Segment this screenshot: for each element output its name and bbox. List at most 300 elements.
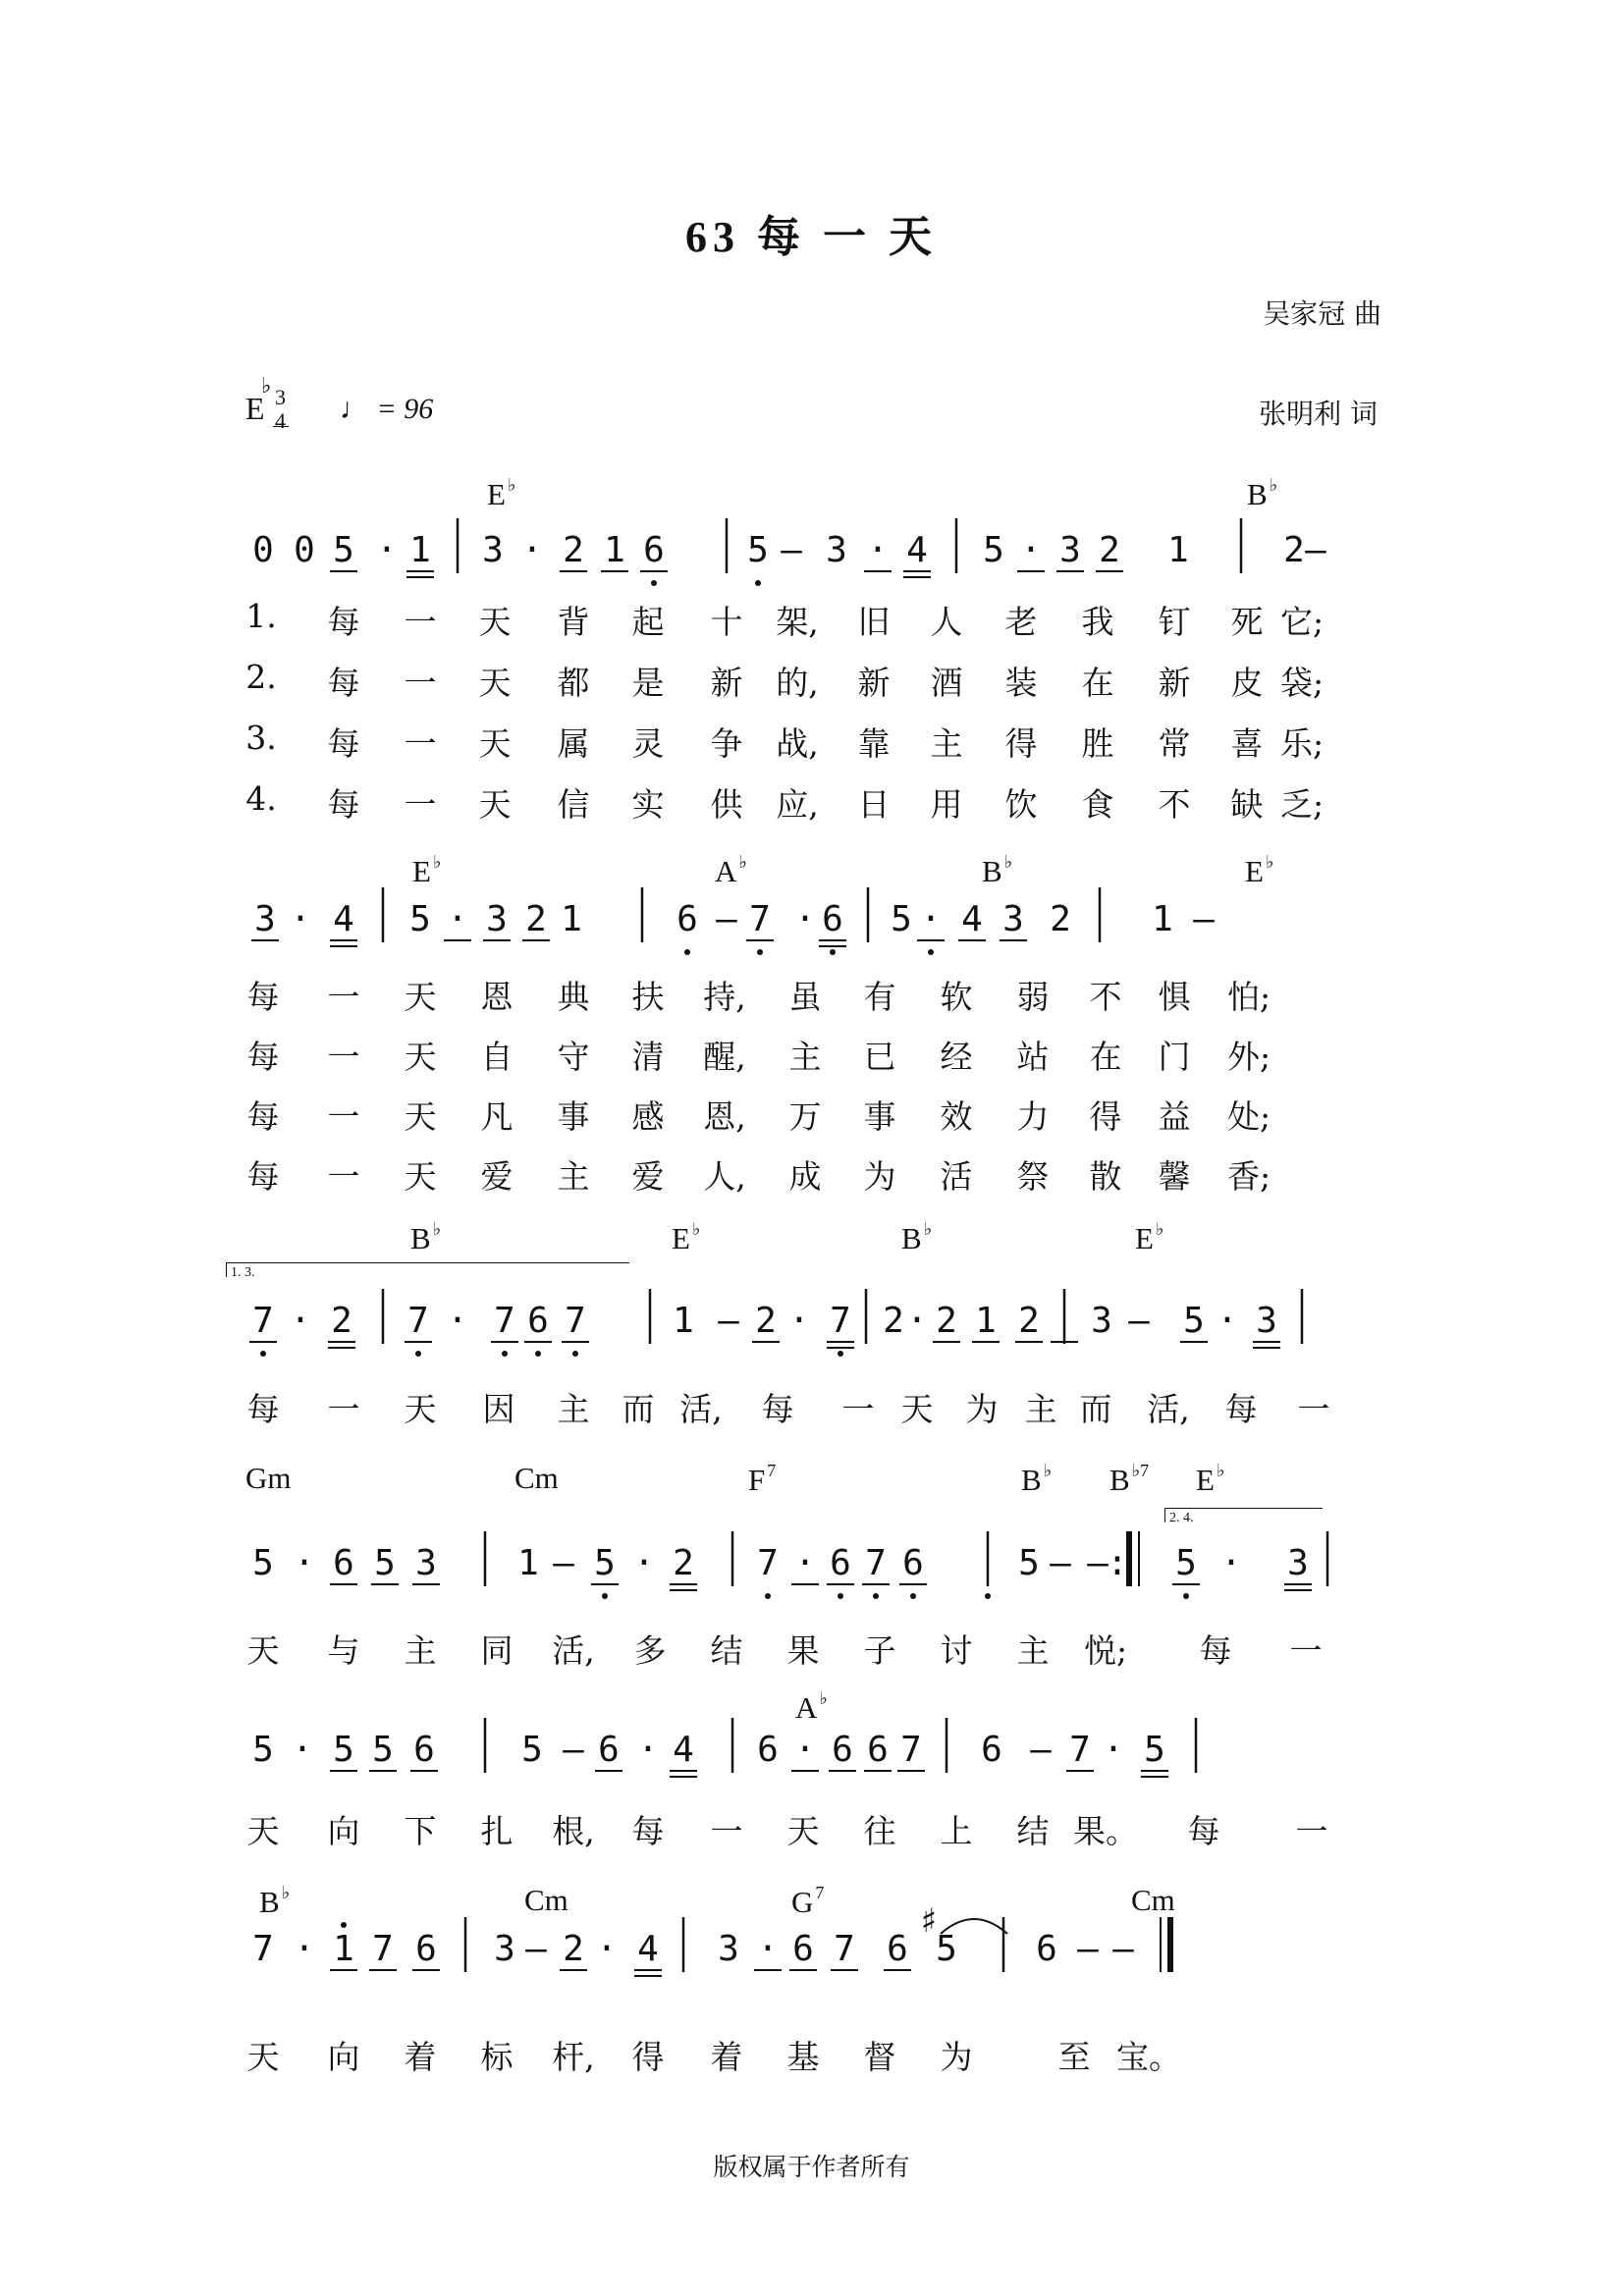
lyric-syllable: 新 — [857, 664, 891, 702]
note: 3 — [826, 530, 847, 570]
lyric-syllable: 皮 — [1230, 664, 1264, 702]
lyric-syllable: 死 — [1230, 603, 1264, 641]
octave-dot-low — [260, 1351, 266, 1357]
note: 5 — [594, 1543, 616, 1583]
lyric-syllable: 讨 — [940, 1631, 973, 1670]
dash-duration: – — [1112, 1929, 1134, 1969]
chord-symbol: E ♭ — [412, 852, 442, 888]
tempo-marking: ♩ = 96 — [340, 393, 434, 425]
lyric-syllable: 旧 — [857, 603, 891, 641]
lyric-syllable: 一 — [1297, 1390, 1330, 1428]
lyric-syllable: 至 — [1057, 2038, 1091, 2076]
lyric-syllable: 而 — [1079, 1390, 1112, 1428]
note: 5 — [252, 1543, 274, 1583]
lyric-syllable: 而 — [622, 1390, 655, 1428]
note: 7 — [565, 1301, 586, 1341]
lyric-syllable: 活, — [679, 1390, 723, 1428]
lyric-syllable: 每 — [1187, 1812, 1220, 1850]
lyric-syllable: 因 — [482, 1390, 515, 1428]
lyric-line — [0, 1384, 1623, 1428]
lyric-syllable: 袋; — [1279, 664, 1325, 702]
lyric-syllable: 香; — [1226, 1157, 1271, 1196]
lyric-syllable: 天 — [478, 664, 512, 702]
lyric-syllable: 一 — [327, 978, 360, 1016]
octave-dot-low — [572, 1351, 578, 1357]
lyric-syllable: 怕; — [1226, 978, 1271, 1016]
dash-duration: – — [1030, 1730, 1052, 1770]
lyric-syllable: 在 — [1089, 1038, 1122, 1076]
key-letter: E — [245, 391, 265, 426]
lyric-syllable: 装 — [1004, 664, 1038, 702]
chord-symbol: E ♭ — [1196, 1461, 1225, 1497]
note: 7 — [372, 1929, 394, 1969]
lyric-syllable: 扶 — [631, 978, 665, 1016]
lyric-syllable: 人, — [703, 1157, 746, 1196]
lyric-syllable: 基 — [786, 2038, 820, 2076]
lyric-syllable: 每 — [761, 1390, 794, 1428]
octave-dot-low — [1183, 1593, 1189, 1599]
lyric-syllable: 事 — [863, 1097, 896, 1136]
note: 6 — [598, 1730, 620, 1770]
octave-dot-low — [651, 580, 657, 586]
dot-duration: · — [794, 899, 816, 939]
chord-symbol: Cm — [514, 1461, 559, 1495]
lyric-syllable: 弱 — [1016, 978, 1050, 1016]
lyric-syllable: 活, — [552, 1631, 595, 1670]
lyric-syllable: 天 — [404, 1038, 437, 1076]
lyric-syllable: 恩, — [703, 1097, 746, 1136]
lyric-syllable: 着 — [404, 2038, 437, 2076]
note: 5 — [936, 1929, 957, 1969]
lyric-syllable: 老 — [1004, 603, 1038, 641]
lyric-syllable: 常 — [1158, 724, 1191, 763]
note: 2 — [1283, 530, 1305, 570]
octave-dot-low — [765, 1593, 771, 1599]
note: 5 — [747, 530, 769, 570]
lyric-syllable: 一 — [1295, 1812, 1328, 1850]
lyric-syllable: 外; — [1226, 1038, 1271, 1076]
note: 3 — [415, 1543, 437, 1583]
meter-divider — [273, 426, 289, 427]
note: 6 — [643, 530, 665, 570]
lyric-syllable: 下 — [404, 1812, 437, 1850]
octave-dot-low — [985, 1593, 991, 1599]
lyric-syllable: 一 — [327, 1157, 360, 1196]
song-title: 63 每 一 天 — [685, 213, 938, 261]
note: 2 — [755, 1301, 777, 1341]
chord-symbol: Gm — [245, 1461, 292, 1495]
chord-symbol: B ♭ — [1247, 475, 1278, 511]
chord-symbol: G $^7$ — [791, 1883, 825, 1919]
note: 7 — [830, 1301, 851, 1341]
note: 4 — [333, 899, 354, 939]
lyric-syllable: 一 — [327, 1038, 360, 1076]
note: 1 — [333, 1929, 354, 1969]
lyric-syllable: 架, — [776, 603, 819, 641]
lyric-syllable: 每 — [246, 978, 280, 1016]
note: 5 — [983, 530, 1004, 570]
note: 3 — [1002, 899, 1024, 939]
dot-duration: · — [794, 1543, 816, 1583]
dot-duration: · — [596, 1929, 618, 1969]
note: 6 — [333, 1543, 354, 1583]
note: 0 — [252, 530, 274, 570]
note: 2 — [883, 1301, 904, 1341]
sharp-accidental: ♯ — [918, 1901, 940, 1942]
lyric-syllable: 的, — [776, 664, 819, 702]
lyric-syllable: 子 — [863, 1631, 896, 1670]
lyric-syllable: 扎 — [480, 1812, 514, 1850]
note: 1 — [561, 899, 582, 939]
dot-duration: · — [447, 899, 468, 939]
octave-dot-high — [341, 1922, 347, 1928]
lyric-syllable: 应, — [776, 785, 819, 824]
lyric-syllable: 一 — [1289, 1631, 1323, 1670]
lyric-syllable: 站 — [1016, 1038, 1050, 1076]
lyric-syllable: 主 — [1024, 1390, 1057, 1428]
dot-duration: · — [633, 1543, 655, 1583]
note: 5 — [252, 1730, 274, 1770]
lyric-syllable: 是 — [631, 664, 665, 702]
chord-symbol: Cm — [1131, 1883, 1175, 1917]
lyric-syllable: 力 — [1016, 1097, 1050, 1136]
lyric-syllable: 悦; — [1083, 1631, 1128, 1670]
lyric-syllable: 一 — [327, 1390, 360, 1428]
dash-duration: – — [716, 899, 737, 939]
lyric-syllable: 杆, — [552, 2038, 595, 2076]
octave-dot-low — [873, 1593, 879, 1599]
lyric-line — [0, 719, 1623, 763]
note: 7 — [1069, 1730, 1091, 1770]
chord-symbol: B ♭ — [1021, 1461, 1053, 1497]
lyric-syllable: 每 — [246, 1390, 280, 1428]
lyric-syllable: 得 — [1004, 724, 1038, 763]
note: 2 — [673, 1543, 694, 1583]
note: 1 — [409, 530, 431, 570]
lyric-syllable: 不 — [1158, 785, 1191, 824]
lyric-syllable: 十 — [710, 603, 743, 641]
note: 4 — [906, 530, 928, 570]
lyric-syllable: 处; — [1226, 1097, 1271, 1136]
lyric-syllable: 乐; — [1279, 724, 1325, 763]
lyric-syllable: 我 — [1081, 603, 1114, 641]
lyric-syllable: 日 — [857, 785, 891, 824]
lyric-syllable: 主 — [557, 1157, 590, 1196]
note: 6 — [757, 1730, 779, 1770]
dot-duration: · — [290, 1301, 311, 1341]
lyric-line — [0, 779, 1623, 824]
dash-duration: – — [781, 530, 802, 570]
lyric-syllable: 主 — [788, 1038, 822, 1076]
first-ending-label: 1. 3. — [231, 1265, 255, 1280]
lyric-syllable: 在 — [1081, 664, 1114, 702]
lyric-syllable: 每 — [1224, 1390, 1258, 1428]
lyric-syllable: 天 — [404, 978, 437, 1016]
lyric-syllable: 天 — [786, 1812, 820, 1850]
lyric-line — [0, 1806, 1623, 1850]
dot-duration: · — [294, 1543, 315, 1583]
note: 1 — [1152, 899, 1173, 939]
note: 5 — [1144, 1730, 1165, 1770]
lyric-syllable: 持, — [703, 978, 746, 1016]
octave-dot-low — [415, 1351, 421, 1357]
note: 5 — [1175, 1543, 1197, 1583]
note: 2 — [525, 899, 547, 939]
dot-duration: · — [867, 530, 889, 570]
lyric-syllable: 典 — [557, 978, 590, 1016]
chord-symbol: E ♭ — [672, 1219, 701, 1255]
note: 5 — [1018, 1543, 1040, 1583]
lyric-syllable: 效 — [940, 1097, 973, 1136]
lyric-syllable: 着 — [710, 2038, 743, 2076]
note: 5 — [891, 899, 912, 939]
lyricist-credit: 张明利 词 — [1259, 398, 1378, 430]
octave-dot-low — [830, 949, 836, 955]
note: 5 — [333, 530, 354, 570]
lyric-syllable: 经 — [940, 1038, 973, 1076]
lyric-syllable: 虽 — [788, 978, 822, 1016]
lyric-syllable: 天 — [246, 2038, 280, 2076]
lyric-syllable: 万 — [788, 1097, 822, 1136]
lyric-syllable: 同 — [480, 1631, 514, 1670]
chord-symbol: Cm — [524, 1883, 568, 1917]
lyric-syllable: 它; — [1279, 603, 1325, 641]
lyric-syllable: 供 — [710, 785, 743, 824]
lyric-syllable: 结 — [1016, 1812, 1050, 1850]
lyric-syllable: 一 — [404, 603, 437, 641]
chord-symbol: A ♭ — [715, 852, 747, 888]
dash-duration: – — [553, 1543, 574, 1583]
dot-duration: · — [1020, 530, 1042, 570]
lyric-syllable: 天 — [246, 1631, 280, 1670]
lyric-syllable: 争 — [710, 724, 743, 763]
lyric-syllable: 往 — [863, 1812, 896, 1850]
lyric-syllable: 4. — [245, 779, 277, 818]
time-signature-top: 3 — [275, 385, 286, 409]
lyric-line — [0, 972, 1623, 1016]
lyric-syllable: 一 — [710, 1812, 743, 1850]
lyric-syllable: 门 — [1158, 1038, 1191, 1076]
octave-dot-low — [838, 1351, 843, 1357]
lyric-syllable: 新 — [710, 664, 743, 702]
lyric-syllable: 灵 — [631, 724, 665, 763]
note: 7 — [757, 1543, 779, 1583]
note: 4 — [673, 1730, 694, 1770]
lyric-syllable: 每 — [246, 1038, 280, 1076]
note: 6 — [887, 1929, 908, 1969]
chord-symbol: B ♭ — [901, 1219, 933, 1255]
lyric-syllable: 酒 — [930, 664, 963, 702]
lyric-line — [0, 1032, 1623, 1076]
lyric-syllable: 天 — [404, 1097, 437, 1136]
note: 4 — [961, 899, 983, 939]
octave-dot-low — [838, 1593, 843, 1599]
chord-symbol: E ♭ — [1135, 1219, 1164, 1255]
octave-dot-low — [535, 1351, 541, 1357]
lyric-syllable: 战, — [776, 724, 819, 763]
dot-duration: · — [1217, 1301, 1238, 1341]
lyric-syllable: 主 — [404, 1631, 437, 1670]
note: 7 — [900, 1730, 922, 1770]
chord-symbol: F $^7$ — [748, 1461, 777, 1497]
lyric-syllable: 新 — [1158, 664, 1191, 702]
note: 2 — [331, 1301, 352, 1341]
lyric-syllable: 督 — [863, 2038, 896, 2076]
lyric-syllable: 2. — [245, 658, 277, 696]
note: 3 — [486, 899, 508, 939]
lyric-syllable: 信 — [557, 785, 590, 824]
lyric-syllable: 靠 — [857, 724, 891, 763]
lyric-syllable: 已 — [863, 1038, 896, 1076]
note: 2 — [936, 1301, 957, 1341]
lyric-syllable: 一 — [404, 664, 437, 702]
lyric-syllable: 事 — [557, 1097, 590, 1136]
lyric-syllable: 背 — [557, 603, 590, 641]
note: 6 — [981, 1730, 1002, 1770]
lyric-syllable: 标 — [480, 2038, 514, 2076]
dot-duration: · — [521, 530, 543, 570]
lyric-syllable: 果 — [786, 1631, 820, 1670]
dash-duration: – — [1050, 1543, 1071, 1583]
chord-symbol: B ♭ — [410, 1219, 442, 1255]
lyric-syllable: 根, — [552, 1812, 595, 1850]
lyric-syllable: 每 — [631, 1812, 665, 1850]
note: 6 — [1036, 1929, 1057, 1969]
note: 5 — [409, 899, 431, 939]
dash-duration: – — [525, 1929, 547, 1969]
lyric-syllable: 活 — [940, 1157, 973, 1196]
key-accidental: ♭ — [261, 373, 272, 398]
dot-duration: · — [920, 899, 942, 939]
lyric-syllable: 果。 — [1073, 1812, 1138, 1850]
note: 3 — [1091, 1301, 1112, 1341]
lyric-syllable: 宝。 — [1116, 2038, 1181, 2076]
lyric-syllable: 爱 — [480, 1157, 514, 1196]
note: 5 — [372, 1730, 394, 1770]
lyric-syllable: 软 — [940, 978, 973, 1016]
note: 0 — [294, 530, 315, 570]
dot-duration: · — [757, 1929, 779, 1969]
lyric-syllable: 祭 — [1016, 1157, 1050, 1196]
lyric-syllable: 天 — [478, 724, 512, 763]
dash-duration: – — [1087, 1543, 1109, 1583]
octave-dot-low — [502, 1351, 508, 1357]
dot-duration: · — [292, 1730, 313, 1770]
note: 3 — [1287, 1543, 1309, 1583]
lyric-syllable: 喜 — [1230, 724, 1264, 763]
note: 1 — [517, 1543, 539, 1583]
lyric-syllable: 多 — [633, 1631, 667, 1670]
note: 2 — [1050, 899, 1071, 939]
note: 3 — [718, 1929, 739, 1969]
note: 6 — [415, 1929, 437, 1969]
octave-dot-low — [757, 949, 763, 955]
lyric-syllable: 一 — [327, 1097, 360, 1136]
octave-dot-low — [684, 949, 690, 955]
dash-duration: – — [1077, 1929, 1099, 1969]
note: 7 — [252, 1929, 274, 1969]
lyric-syllable: 人 — [930, 603, 963, 641]
lyric-syllable: 结 — [710, 1631, 743, 1670]
note: 5 — [1183, 1301, 1205, 1341]
lyric-line — [0, 1092, 1623, 1136]
note: 5 — [374, 1543, 396, 1583]
note: 6 — [676, 899, 698, 939]
lyric-syllable: 食 — [1081, 785, 1114, 824]
chord-symbol: E ♭ — [1245, 852, 1274, 888]
octave-dot-low — [928, 949, 934, 955]
note: 7 — [834, 1929, 855, 1969]
note: 7 — [407, 1301, 429, 1341]
tie-arc — [941, 1919, 1007, 1934]
note: 5 — [333, 1730, 354, 1770]
note: 7 — [865, 1543, 887, 1583]
lyric-syllable: 醒, — [703, 1038, 746, 1076]
lyric-syllable: 益 — [1158, 1097, 1191, 1136]
note: 1 — [604, 530, 625, 570]
time-signature-bottom: 4 — [275, 408, 286, 433]
lyric-syllable: 饮 — [1004, 785, 1038, 824]
note: 2 — [1099, 530, 1120, 570]
lyric-syllable: 成 — [788, 1157, 822, 1196]
lyric-syllable: 每 — [1199, 1631, 1232, 1670]
dot-duration: · — [294, 1929, 315, 1969]
octave-dot-low — [602, 1593, 608, 1599]
lyric-syllable: 1. — [245, 597, 277, 635]
dot-duration: · — [1103, 1730, 1124, 1770]
lyric-syllable: 3. — [245, 719, 277, 757]
lyric-syllable: 惧 — [1158, 978, 1191, 1016]
repeat-dots: : — [1107, 1543, 1128, 1583]
note: 3 — [1256, 1301, 1277, 1341]
lyric-syllable: 活, — [1147, 1390, 1190, 1428]
lyric-syllable: 清 — [631, 1038, 665, 1076]
lyric-syllable: 与 — [327, 1631, 360, 1670]
lyric-syllable: 爱 — [631, 1157, 665, 1196]
dot-duration: · — [637, 1730, 659, 1770]
lyric-syllable: 主 — [1016, 1631, 1050, 1670]
lyric-syllable: 天 — [404, 1390, 437, 1428]
lyric-syllable: 乏; — [1279, 785, 1325, 824]
dash-duration: – — [1128, 1301, 1150, 1341]
note: 5 — [521, 1730, 543, 1770]
octave-dot-low — [910, 1593, 916, 1599]
lyric-syllable: 凡 — [480, 1097, 514, 1136]
note: 7 — [494, 1301, 515, 1341]
note: 6 — [832, 1730, 853, 1770]
note: 6 — [867, 1730, 889, 1770]
lyric-syllable: 不 — [1089, 978, 1122, 1016]
note: 2 — [1018, 1301, 1040, 1341]
lyric-syllable: 胜 — [1081, 724, 1114, 763]
dot-duration: · — [1220, 1543, 1242, 1583]
second-ending-label: 2. 4. — [1169, 1511, 1194, 1525]
lyric-syllable: 有 — [863, 978, 896, 1016]
note: 6 — [413, 1730, 435, 1770]
first-ending-bracket — [226, 1262, 629, 1280]
lyric-syllable: 一 — [404, 724, 437, 763]
lyric-syllable: 天 — [246, 1812, 280, 1850]
note: 3 — [494, 1929, 515, 1969]
lyric-syllable: 为 — [965, 1390, 999, 1428]
chord-symbol: B ♭ — [982, 852, 1013, 888]
lyric-syllable: 每 — [327, 785, 360, 824]
lyric-syllable: 用 — [930, 785, 963, 824]
octave-dot-low — [755, 580, 761, 586]
lyric-syllable: 馨 — [1158, 1157, 1191, 1196]
note: 1 — [673, 1301, 694, 1341]
lyric-line — [0, 1626, 1623, 1670]
